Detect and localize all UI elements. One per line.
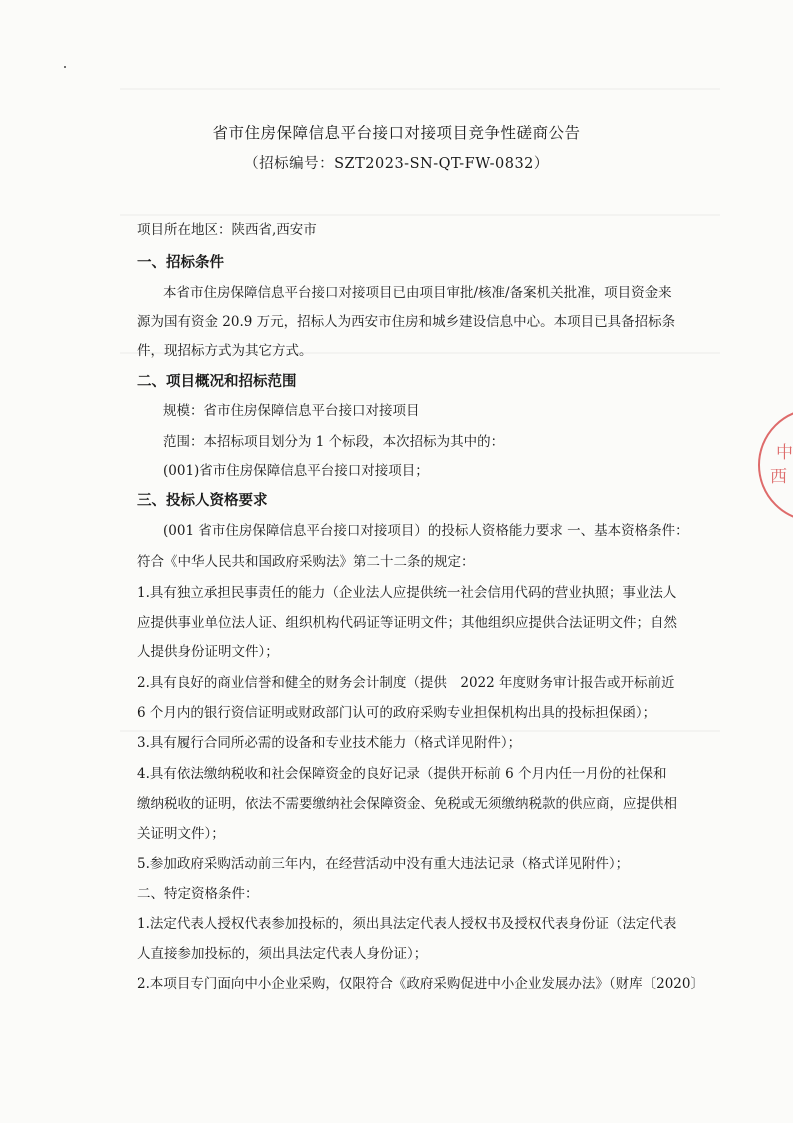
paragraph-line: 源为国有资金 20.9 万元，招标人为西安市住房和城乡建设信息中心。本项目已具备招标条: [137, 314, 676, 330]
paragraph-line: 关证明文件）；: [137, 826, 225, 842]
paragraph-line: 符合《中华人民共和国政府采购法》第二十二条的规定：: [137, 554, 475, 570]
paragraph-line: 应提供事业单位法人证、组织机构代码证等证明文件；其他组织应提供合法证明文件；自然: [137, 615, 677, 631]
scan-speck: [64, 66, 66, 68]
paragraph-line: 6 个月内的银行资信证明或财政部门认可的政府采购专业担保机构出具的投标担保函）；: [137, 705, 657, 721]
paragraph-line: 1.具有独立承担民事责任的能力（企业法人应提供统一社会信用代码的营业执照；事业法人: [137, 585, 677, 601]
paragraph-line: 4.具有依法缴纳税收和社会保障资金的良好记录（提供开标前 6 个月内任一月份的社保和: [137, 766, 667, 782]
section-1-heading: 一、招标条件: [137, 255, 224, 271]
paragraph-line: 3.具有履行合同所必需的设备和专业技术能力（格式详见附件）；: [137, 735, 522, 751]
paragraph-line: (001 省市住房保障信息平台接口对接项目）的投标人资格能力要求 一、基本资格条件：: [163, 523, 689, 539]
paragraph-line: 人直接参加投标的，须出具法定代表人身份证）；: [137, 946, 428, 962]
bleed-through-line: [120, 88, 720, 90]
paragraph-line: 二、特定资格条件：: [137, 886, 259, 902]
paragraph-line: (001)省市住房保障信息平台接口对接项目；: [163, 463, 429, 479]
section-2-heading: 二、项目概况和招标范围: [137, 374, 297, 390]
paragraph-line: 本省市住房保障信息平台接口对接项目已由项目审批/核准/备案机关批准，项目资金来: [163, 285, 672, 301]
paragraph-line: 人提供身份证明文件）；: [137, 644, 279, 660]
paragraph-line: 缴纳税收的证明，依法不需要缴纳社会保障资金、免税或无须缴纳税款的供应商，应提供相: [137, 796, 677, 812]
seal-character: 中: [776, 443, 793, 463]
section-3-heading: 三、投标人资格要求: [137, 493, 268, 509]
paragraph-line: 2.本项目专门面向中小企业采购，仅限符合《政府采购促进中小企业发展办法》（财库〔2020〕: [137, 976, 704, 992]
paragraph-line: 2.具有良好的商业信誉和健全的财务会计制度（提供 2022 年度财务审计报告或开标前近: [137, 675, 675, 691]
paragraph-line: 规模：省市住房保障信息平台接口对接项目: [163, 403, 420, 419]
bleed-through-line: [120, 214, 720, 216]
paragraph-line: 件，现招标方式为其它方式。: [137, 343, 313, 359]
paragraph-line: 5.参加政府采购活动前三年内，在经营活动中没有重大违法记录（格式详见附件）；: [137, 856, 630, 872]
paragraph-line: 范围：本招标项目划分为 1 个标段，本次招标为其中的：: [163, 434, 505, 450]
bid-number: （招标编号：SZT2023-SN-QT-FW-0832）: [244, 156, 549, 172]
paragraph-line: 1.法定代表人授权代表参加投标的，须出具法定代表人授权书及授权代表身份证（法定代表: [137, 916, 677, 932]
seal-character: 西: [770, 467, 787, 487]
bleed-through-line: [120, 730, 720, 732]
document-title: 省市住房保障信息平台接口对接项目竞争性磋商公告: [212, 124, 581, 142]
project-location: 项目所在地区：陕西省,西安市: [137, 222, 317, 238]
